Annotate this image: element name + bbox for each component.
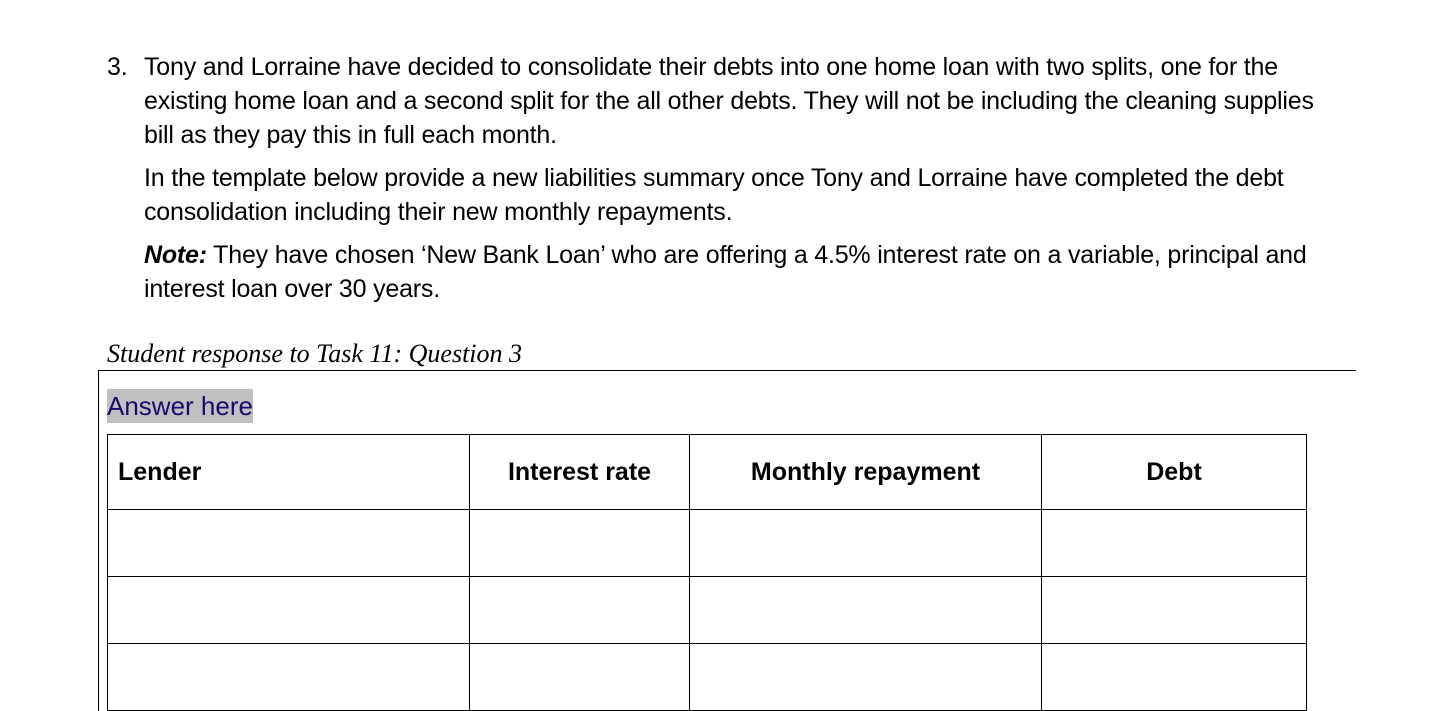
table-cell[interactable] [108, 644, 470, 711]
table-cell[interactable] [470, 510, 690, 577]
table-row [108, 644, 1307, 711]
response-box [98, 370, 1356, 711]
header-debt: Debt [1042, 435, 1307, 510]
note-text: They have chosen ‘New Bank Loan’ who are offering a 4.5% interest rate on a variable, principal and interest loan over 30 years. [144, 241, 1307, 303]
table-cell[interactable] [690, 577, 1042, 644]
question-number: 3. [107, 53, 128, 81]
table-cell[interactable] [108, 577, 470, 644]
note-label: Note: [144, 241, 207, 269]
table-cell[interactable] [1042, 644, 1307, 711]
table-cell[interactable] [470, 644, 690, 711]
response-heading: Student response to Task 11: Question 3 [107, 339, 523, 368]
question-row [107, 50, 1347, 315]
header-monthly-repayment: Monthly repayment [690, 435, 1042, 510]
table-cell[interactable] [108, 510, 470, 577]
question-body [144, 50, 1347, 315]
table-cell[interactable] [470, 577, 690, 644]
question-paragraph-1: Tony and Lorraine have decided to consolidate their debts into one home loan with two splits, one for the existing home loan and a second split for the all other debts. They will not be including the cleaning supplies bill as they pay this in full each month. [144, 53, 1314, 149]
answer-here-field[interactable]: Answer here [107, 391, 253, 421]
liabilities-table [107, 434, 1307, 711]
table-row [108, 510, 1307, 577]
table-cell[interactable] [690, 510, 1042, 577]
table-cell[interactable] [1042, 577, 1307, 644]
header-interest-rate: Interest rate [470, 435, 690, 510]
header-lender: Lender [108, 435, 470, 510]
question-paragraph-2: In the template below provide a new liabilities summary once Tony and Lorraine have completed the debt consolidation including their new monthly repayments. [144, 164, 1284, 226]
table-cell[interactable] [690, 644, 1042, 711]
table-header-row [108, 435, 1307, 510]
question-block [107, 50, 1347, 315]
table-cell[interactable] [1042, 510, 1307, 577]
table-row [108, 577, 1307, 644]
question-note [144, 238, 1347, 306]
